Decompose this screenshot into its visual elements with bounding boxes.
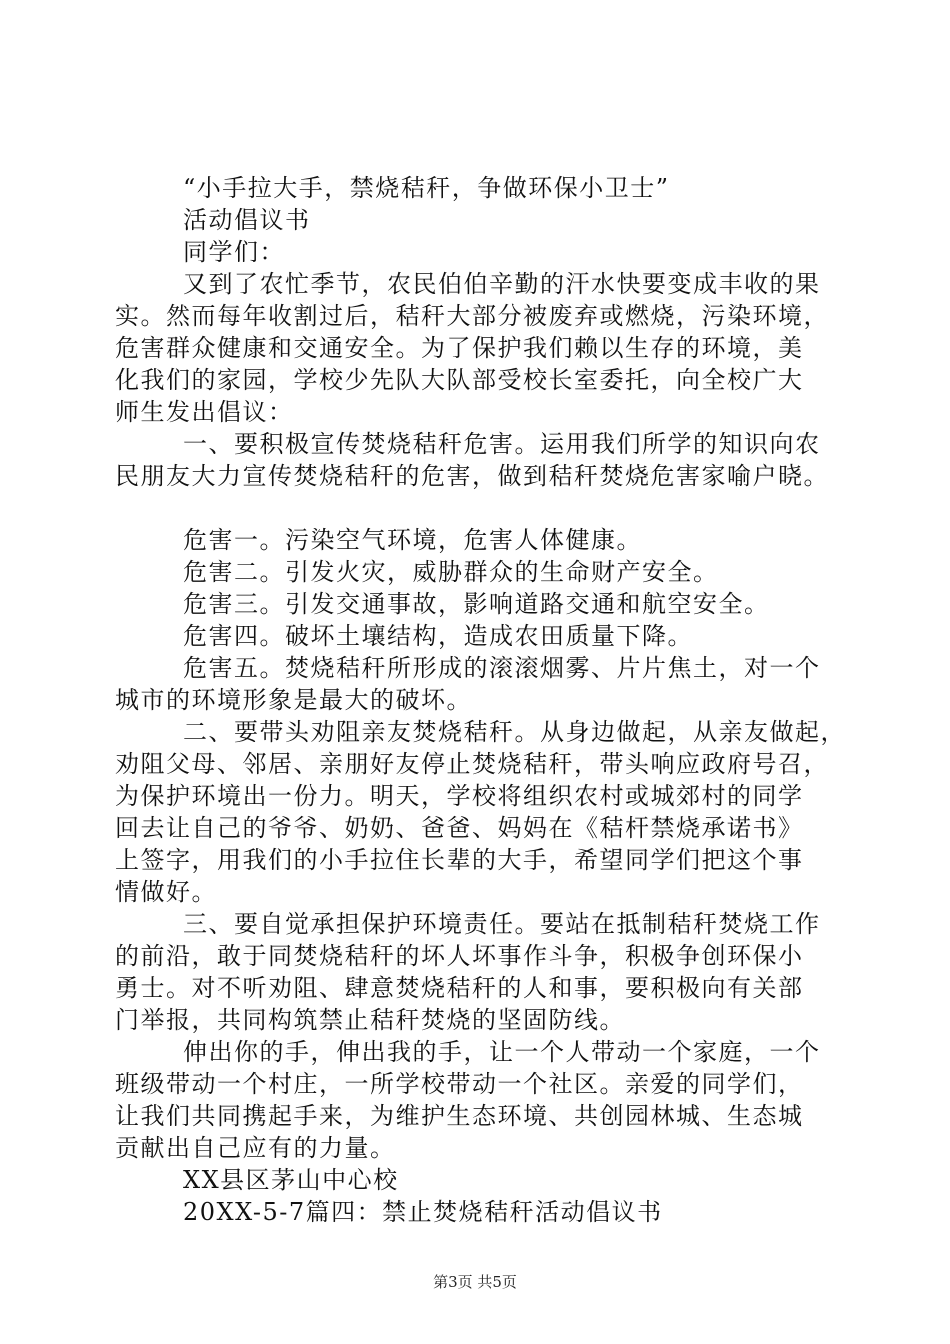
paragraph-line: 伸出你的手，伸出我的手，让一个人带动一个家庭，一个	[183, 1038, 821, 1066]
paragraph-line: 危害群众健康和交通安全。为了保护我们赖以生存的环境，美	[115, 334, 804, 362]
document-title: “小手拉大手，禁烧秸秆，争做环保小卫士”	[183, 174, 670, 202]
paragraph-line: 上签字，用我们的小手拉住长辈的大手，希望同学们把这个事	[115, 846, 804, 874]
date-line: 20XX-5-7篇四：禁止焚烧秸秆活动倡议书	[183, 1198, 663, 1226]
hazard-item: 危害二。引发火灾，威胁群众的生命财产安全。	[183, 558, 719, 586]
paragraph-line: 让我们共同携起手来，为维护生态环境、共创园林城、生态城	[115, 1102, 804, 1130]
blank-line	[115, 492, 845, 524]
paragraph-line: 实。然而每年收割过后，秸秆大部分被废弃或燃烧，污染环境，	[115, 302, 829, 330]
paragraph-line: 二、要带头劝阻亲友焚烧秸秆。从身边做起，从亲友做起，	[183, 718, 846, 746]
signature: XX县区茅山中心校	[183, 1166, 399, 1194]
hazard-item: 危害四。破坏土壤结构，造成农田质量下降。	[183, 622, 693, 650]
paragraph-line: 城市的环境形象是最大的破坏。	[115, 686, 472, 714]
hazard-item: 危害五。焚烧秸秆所形成的滚滚烟雾、片片焦土，对一个	[183, 654, 821, 682]
document-body	[115, 172, 845, 1228]
paragraph-line: 回去让自己的爷爷、奶奶、爸爸、妈妈在《秸杆禁烧承诺书》	[115, 814, 804, 842]
paragraph-line: 的前沿，敢于同焚烧秸秆的坏人坏事作斗争，积极争创环保小	[115, 942, 804, 970]
hazard-item: 危害一。污染空气环境，危害人体健康。	[183, 526, 642, 554]
paragraph-line: 情做好。	[115, 878, 217, 906]
paragraph-line: 贡献出自己应有的力量。	[115, 1134, 396, 1162]
paragraph-line: 为保护环境出一份力。明天，学校将组织农村或城郊村的同学	[115, 782, 804, 810]
paragraph-line: 化我们的家园，学校少先队大队部受校长室委托，向全校广大	[115, 366, 804, 394]
paragraph-line: 勇士。对不听劝阻、肆意焚烧秸秆的人和事，要积极向有关部	[115, 974, 804, 1002]
paragraph-line: 民朋友大力宣传焚烧秸秆的危害，做到秸秆焚烧危害家喻户晓。	[115, 462, 829, 490]
paragraph-line: 门举报，共同构筑禁止秸秆焚烧的坚固防线。	[115, 1006, 625, 1034]
paragraph-line: 又到了农忙季节，农民伯伯辛勤的汗水快要变成丰收的果	[183, 270, 821, 298]
page-number-footer: 第3页 共5页	[433, 1273, 517, 1291]
paragraph-line: 班级带动一个村庄，一所学校带动一个社区。亲爱的同学们，	[115, 1070, 804, 1098]
paragraph-line: 一、要积极宣传焚烧秸秆危害。运用我们所学的知识向农	[183, 430, 821, 458]
paragraph-line: 劝阻父母、邻居、亲朋好友停止焚烧秸秆，带头响应政府号召，	[115, 750, 829, 778]
paragraph-line: 师生发出倡议：	[115, 398, 294, 426]
hazard-item: 危害三。引发交通事故，影响道路交通和航空安全。	[183, 590, 770, 618]
document-subtitle: 活动倡议书	[183, 206, 311, 234]
greeting: 同学们：	[183, 238, 285, 266]
paragraph-line: 三、要自觉承担保护环境责任。要站在抵制秸秆焚烧工作	[183, 910, 821, 938]
